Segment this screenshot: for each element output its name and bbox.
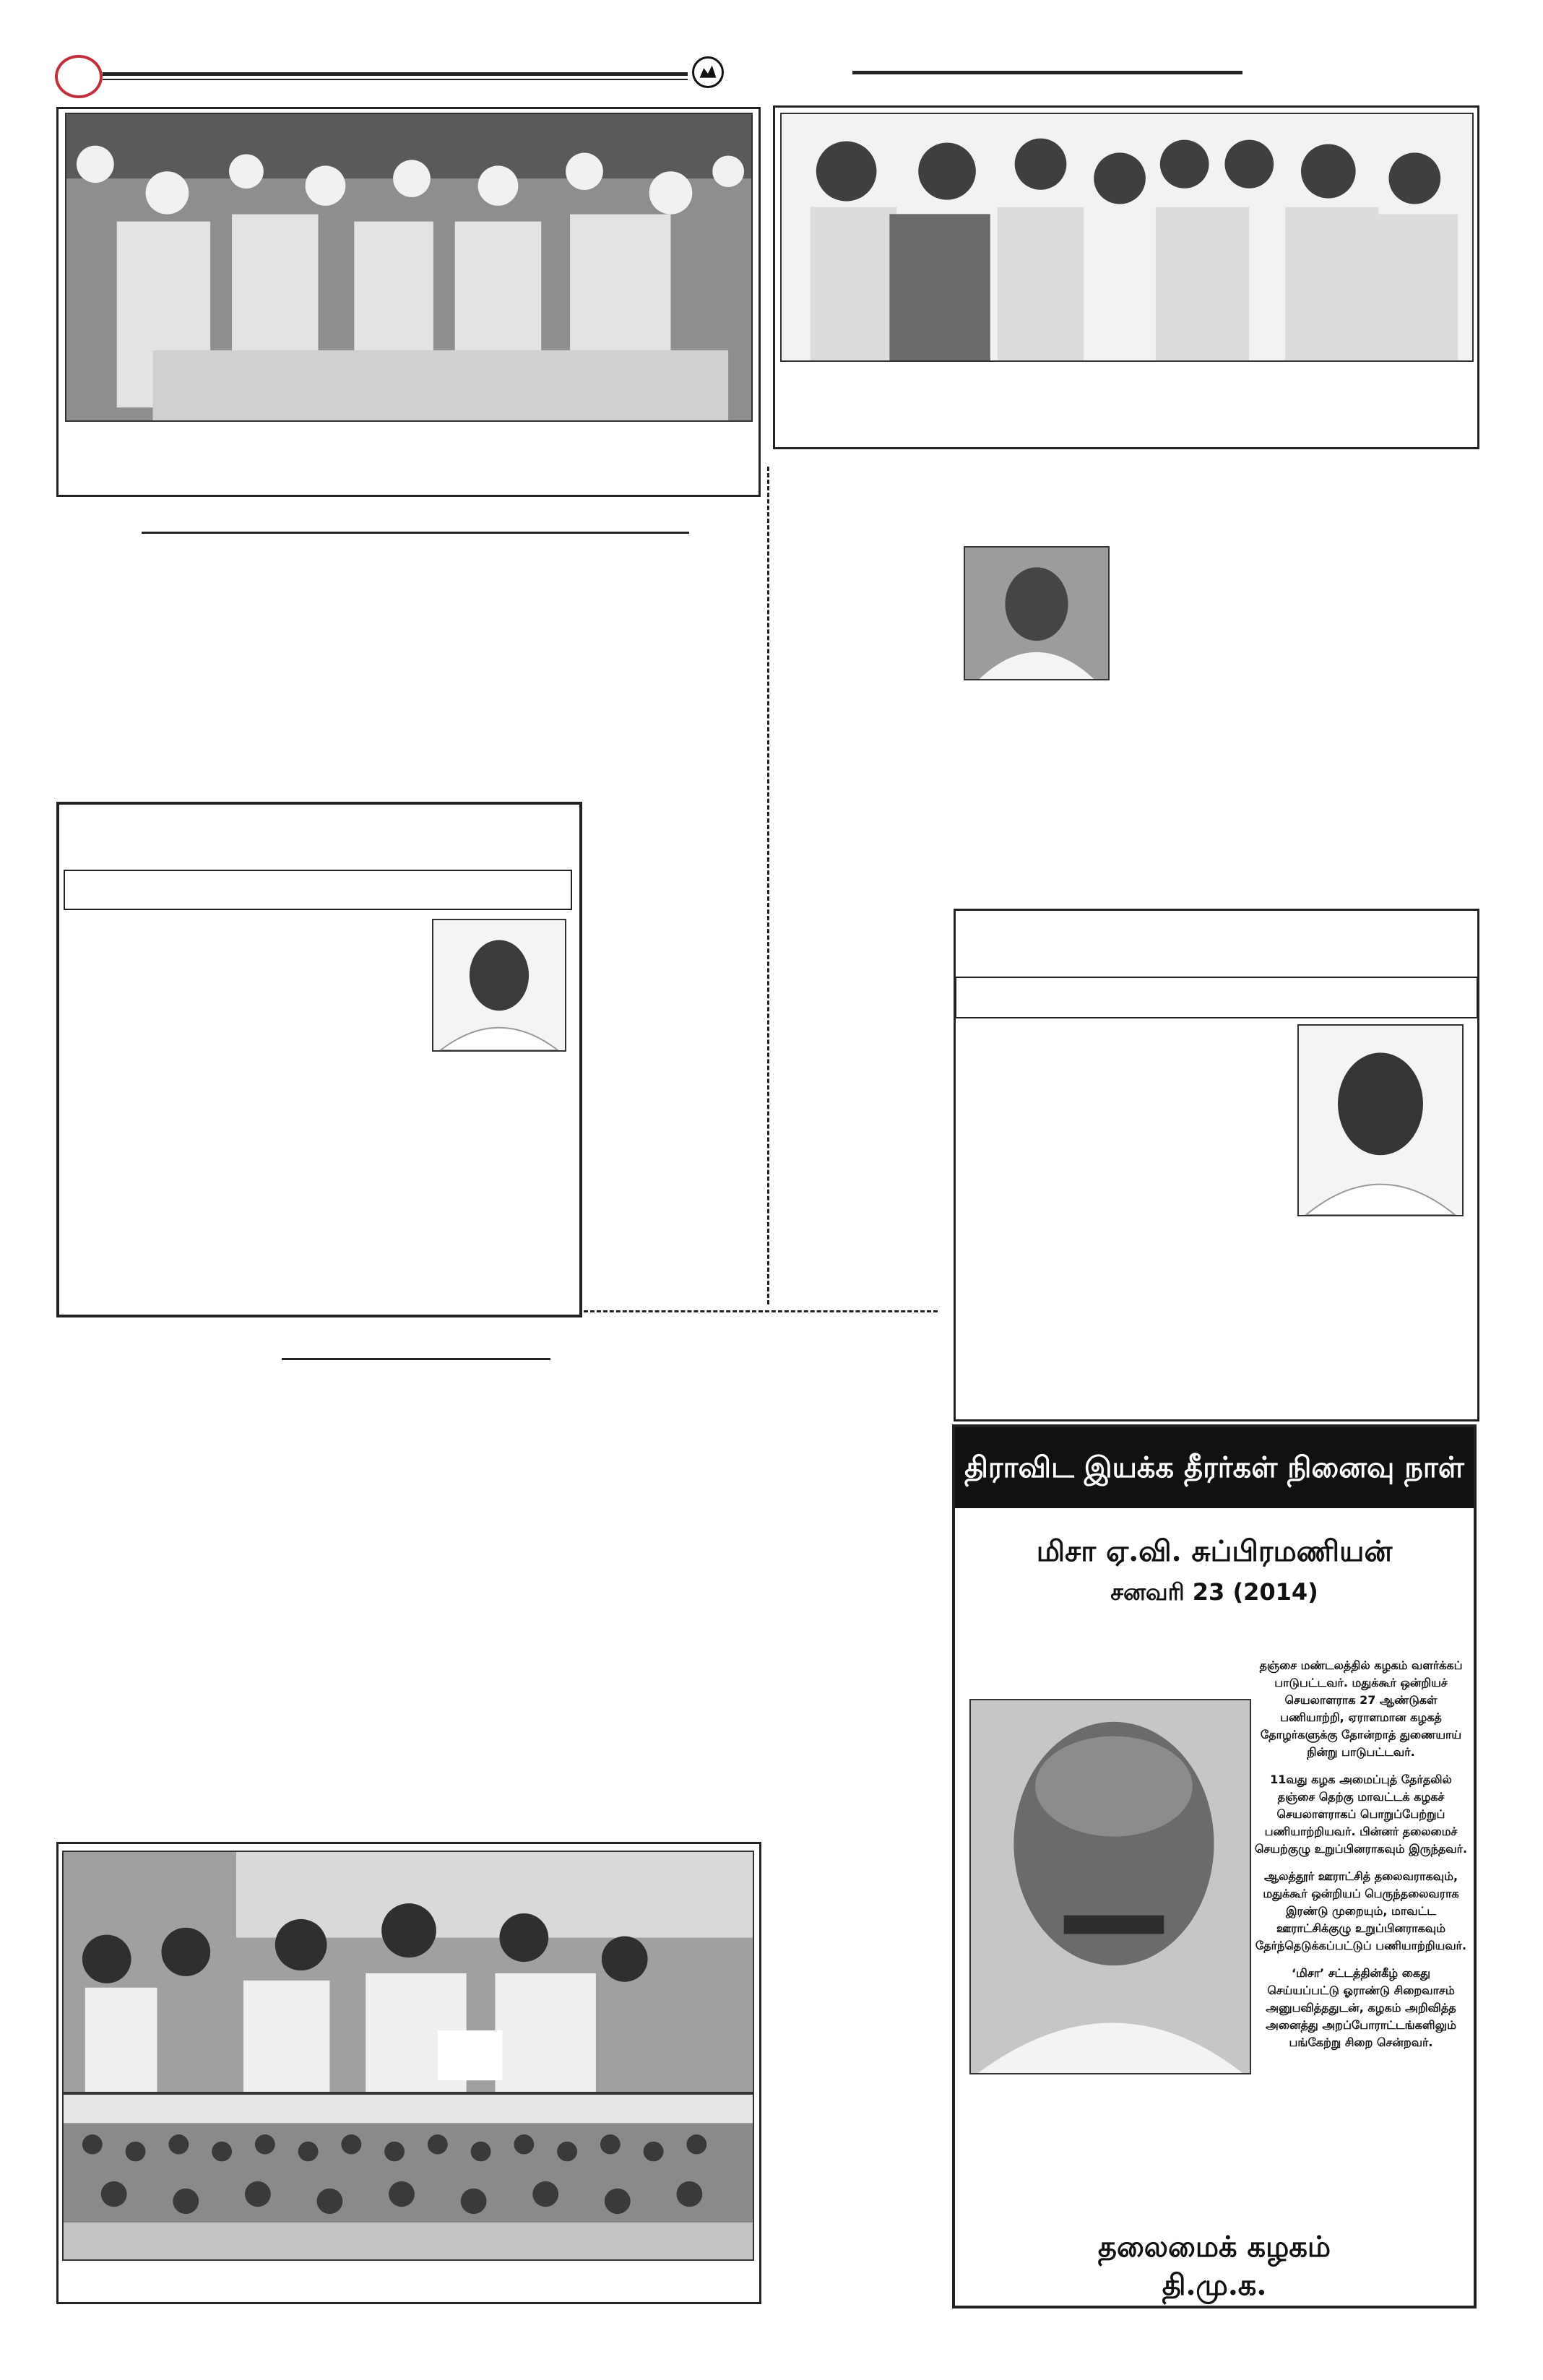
memorial-portrait — [969, 1699, 1251, 2074]
memorial-date: சனவரி 23 (2014) — [1110, 1578, 1318, 1606]
memorial-paragraph: ‘மிசா’ சட்டத்தின்கீழ் கைது செய்யப்பட்டு ஓராண்டு சிறைவாசம் அனுபவித்ததுடன், கழகம் அறிவித்த அனைத்து அறப்போராட்டங்களிலும் பங்கேற்று சிறை சென்றவர். — [1266, 1966, 1456, 2049]
memorial-banner: திராவிட இயக்க தீரர்கள் நினைவு நாள் — [955, 1427, 1474, 1508]
section-rule — [142, 532, 689, 534]
photo-certificate-presentation — [62, 1851, 754, 2093]
memorial-person-name: மிசா ஏ.வி. சுப்பிரமணியன் — [1036, 1534, 1393, 1568]
photo-receiving-donation — [780, 113, 1474, 362]
memorial-paragraph: 11வது கழக அமைப்புத் தேர்தலில் தஞ்சை தெற்கு மாவட்டக் கழகச் செயலாளராகப் பொறுப்பேற்றுப் பணியாற்றியவர். பின்னர் தலைமைச் செயற்குழு உறுப்பினராகவும் இருந்தவர். — [1254, 1773, 1468, 1856]
party-logo-icon — [692, 56, 724, 88]
memorial-signature-line1: தலைமைக் கழகம் — [1097, 2230, 1331, 2264]
header-rule-thin — [103, 79, 688, 80]
column-divider — [767, 467, 769, 1304]
left-notice-header-band — [64, 870, 572, 910]
header-rule-right — [852, 71, 1242, 74]
header-rule — [103, 72, 688, 76]
page-number-circle — [55, 55, 103, 98]
memorial-paragraph: ஆலத்தூர் ஊராட்சித் தலைவராகவும், மதுக்கூர் ஒன்றியப் பெருந்தலைவராக இரண்டு முறையும், மாவட்ட ஊராட்சிக்குழு உறுப்பினராகவும் தேர்ந்தெடுக்கப்பட்டுப் பணியாற்றியவர். — [1255, 1869, 1467, 1952]
photo-audience-seated — [62, 2093, 754, 2261]
group-photo-gift-distribution — [65, 113, 753, 422]
section-rule-short — [282, 1358, 550, 1360]
section-divider-horizontal — [584, 1310, 938, 1312]
portrait-mustache-man — [432, 919, 566, 1052]
portrait-smiling-man — [1297, 1024, 1464, 1216]
portrait-small-top-right — [964, 546, 1110, 680]
right-notice-header-band — [955, 977, 1478, 1018]
memorial-paragraph: தஞ்சை மண்டலத்தில் கழகம் வளர்க்கப் பாடுபட்டவர். மதுக்கூர் ஒன்றியச் செயலாளராக 27 ஆண்டுகள் பணியாற்றி, ஏராளமான கழகத் தோழர்களுக்கு தோன்றாத் துணையாய் நின்று பாடுபட்டவர். — [1259, 1658, 1463, 1759]
memorial-signature-line2: தி.மு.க. — [1162, 2268, 1267, 2302]
memorial-biography — [1254, 1657, 1468, 2061]
